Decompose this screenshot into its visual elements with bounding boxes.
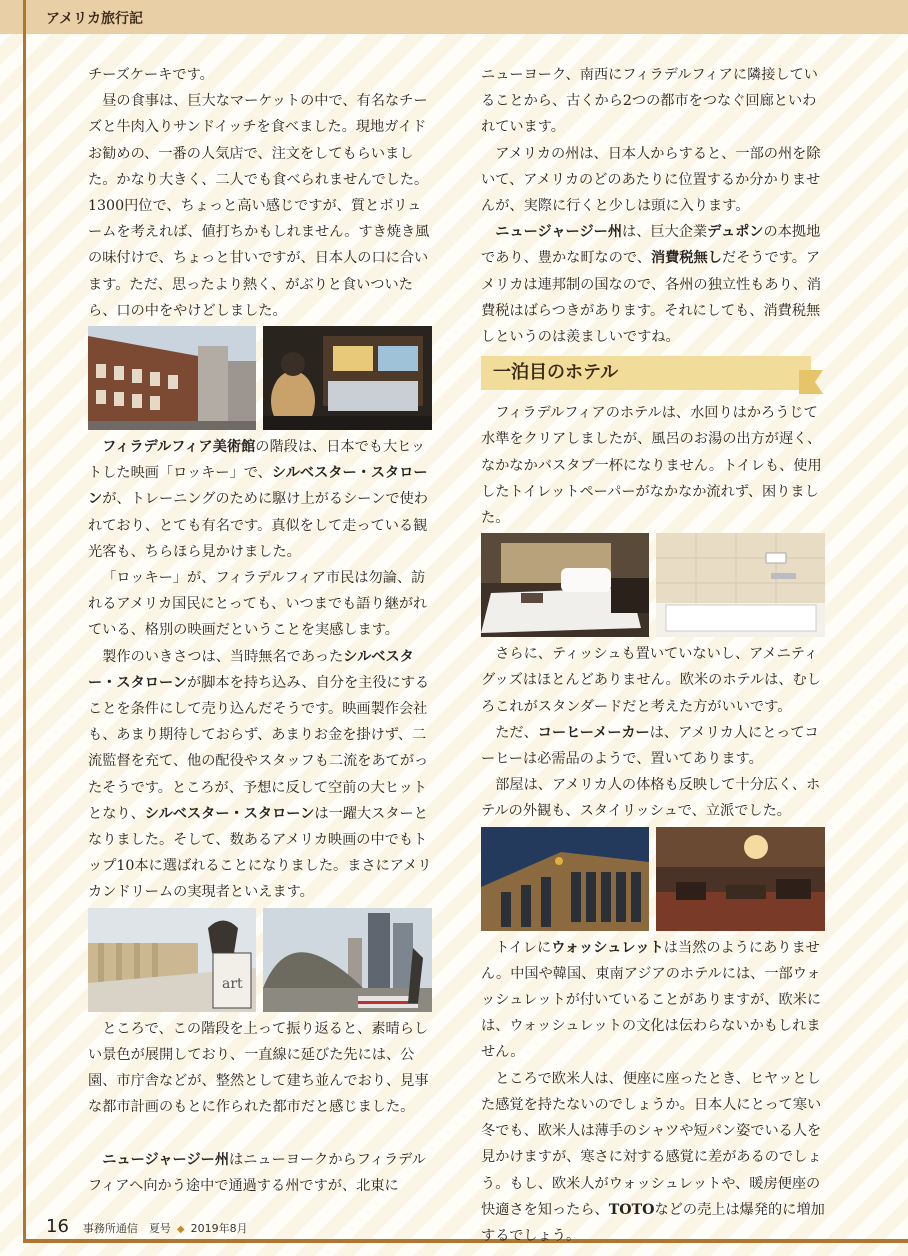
market-interior-photo <box>263 326 432 430</box>
publication-name: 事務所通信 夏号 <box>82 1222 171 1235</box>
right-column <box>481 62 826 1249</box>
page-number: 16 <box>46 1216 69 1237</box>
text-run: ところで欧米人は、便座に座ったとき、ヒヤッとした感覚を持たないのでしょうか。日本人にとって寒い冬でも、欧米人は薄手のシャツや短パン姿でいる人を見かけますが、寒さに対する感覚に差があるのでしょう。もし、欧米人がウォッシュレットや、暖房便座の快適さを知ったら、 <box>481 1070 822 1218</box>
text-run: などの売上は爆発的に増加するでしょう。 <box>481 1201 825 1244</box>
paragraph: チーズケーキです。 <box>88 67 214 83</box>
bold-term: 消費税無し <box>650 250 722 267</box>
text-run: だそうです。アメリカは連邦制の国なので、各州の独立性もあり、消費税はばらつきがあります。それにしても、消費税無しというのは羨ましいですね。 <box>481 250 822 346</box>
hotel-lobby-photo <box>656 827 825 931</box>
paragraph <box>88 644 432 906</box>
paragraph: 「ロッキー」が、フィラデルフィア市民は勿論、訪れるアメリカ国民にとっても、いつまでも語り継がれている、格別の映画だということを実感します。 <box>88 570 428 639</box>
text-run: 製作のいきさつは、当時無名であった <box>102 648 344 665</box>
text-run: は、巨大企業 <box>622 224 708 241</box>
text-run: が、トレーニングのために駆け上がるシーンで使われており、とても有名です。真似をして走っている観光客も、ちらほら見かけました。 <box>88 491 428 560</box>
paragraph: ところで、この階段を上って振り返ると、素晴らしい景色が展開しており、一直線に延びた先には、公園、市庁舎などが、整然として建ち並んでおり、見事な都市計画のもとに作られた都市だと感じました。 <box>88 1020 429 1116</box>
city-view-photo <box>263 908 432 1012</box>
text-run: ただ、 <box>495 724 538 741</box>
hotel-bathtub-photo <box>656 533 825 637</box>
paragraph <box>481 720 826 772</box>
paragraph: 部屋は、アメリカ人の体格も反映して十分広く、ホテルの外観も、スタイリッシュで、立派でした。 <box>481 777 821 820</box>
photo-row-hotel-exterior <box>481 827 826 931</box>
section-heading <box>481 356 826 392</box>
bold-term: ニュージャージー州 <box>495 224 623 241</box>
bold-term: シルベスター・スタローン <box>88 648 414 691</box>
text-run: は当然のようにありません。中国や韓国、東南アジアのホテルには、一部ウォッシュレットが付いていることがありますが、欧米には、ウォッシュレットの文化は伝わらないかもしれません。 <box>481 939 822 1061</box>
page-footer <box>46 1216 248 1237</box>
text-run: トイレに <box>495 939 552 956</box>
text-run: の本拠地であり、豊かな町なので、 <box>481 224 821 267</box>
section-header-title: アメリカ旅行記 <box>46 11 144 27</box>
text-run: は一躍大スターとなりました。そして、数あるアメリカ映画の中でもトップ10本に選ばれることになりました。まさにアメリカンドリームの実現者といえます。 <box>88 805 432 901</box>
diamond-icon: ◆ <box>176 1224 185 1235</box>
paragraph: ニューヨーク、南西にフィラデルフィアに隣接していることから、古くから2つの都市をつなぐ回廊といわれています。 <box>481 67 818 136</box>
bold-term: シルベスター・スタローン <box>88 465 428 508</box>
paragraph <box>481 219 826 350</box>
photo-row-hotel-room <box>481 533 826 637</box>
bold-term: TOTO <box>608 1201 655 1218</box>
bold-term: シルベスター・スタローン <box>144 805 315 822</box>
left-border-rule <box>23 0 26 1242</box>
text-run: が脚本を持ち込み、自分を主役にすることを条件にして売り込んだそうです。映画製作会社も、あまり期待しておらず、あまりお金を掛けず、二流監督を充て、他の配役やスタッフも二流をあてがったそうです。ところが、予想に反して空前の大ヒットとなり、 <box>88 674 430 822</box>
bold-term: フィラデルフィア美術館 <box>102 439 256 456</box>
paragraph: 昼の食事は、巨大なマーケットの中で、有名なチーズと牛肉入りサンドイッチを食べました。現地ガイドお勧めの、一番の人気店で、注文をしてもらいました。かなり大きく、二人でも食べられませんでした。1300円位で、ちょっと高い感じですが、質とボリュームを考えれば、値打ちかもしれません。すき焼き風の味付けで、ちょっと甘いですが、日本人の口に合います。ただ、思ったより熱く、がぶりと食いついたら、口の中をやけどしました。 <box>88 93 430 319</box>
market-exterior-photo <box>88 326 256 430</box>
paragraph <box>88 1147 432 1199</box>
paragraph <box>88 434 432 565</box>
bold-term: ニュージャージー州 <box>102 1151 230 1168</box>
publication-date: 2019年8月 <box>190 1222 248 1235</box>
banner-tail-icon <box>799 370 823 394</box>
paragraph: さらに、ティッシュも置いていないし、アメニティグッズはほとんどありません。欧米のホテルは、むしろこれがスタンダードだと考えた方がいいです。 <box>481 646 821 715</box>
paragraph: フィラデルフィアのホテルは、水回りはかろうじて水準をクリアしましたが、風呂のお湯の出方が遅く、なかなかバスタブ一杯になりません。トイレも、使用したトイレットペーパーがなかなか流れず、困りました。 <box>481 405 822 527</box>
text-run: はニューヨークからフィラデルフィアへ向かう途中で通過する州ですが、北東に <box>88 1151 426 1194</box>
bold-term: ウォッシュレット <box>551 939 664 956</box>
bold-term: デュポン <box>707 224 764 241</box>
photo-row-market <box>88 326 432 430</box>
paragraph <box>481 1066 826 1249</box>
section-title: 一泊目のホテル <box>493 362 619 384</box>
hotel-exterior-photo <box>481 827 649 931</box>
svg-text:art: art <box>222 975 243 992</box>
paragraph: アメリカの州は、日本人からすると、一部の州を除いて、アメリカのどのあたりに位置するか分かりませんが、実際に行くと少しは頭に入ります。 <box>481 145 821 215</box>
bold-term: コーヒーメーカー <box>537 724 650 741</box>
paragraph <box>481 935 826 1066</box>
text-run: は、アメリカ人にとってコーヒーは必需品のようで、置いてあります。 <box>481 724 819 768</box>
left-column <box>88 62 432 1199</box>
hotel-bed-photo <box>481 533 649 637</box>
header-bar <box>0 0 908 34</box>
photo-row-museum <box>88 908 432 1012</box>
text-run: の階段は、日本でも大ヒットした映画「ロッキー」で、 <box>88 439 426 482</box>
museum-steps-photo <box>88 908 256 1012</box>
